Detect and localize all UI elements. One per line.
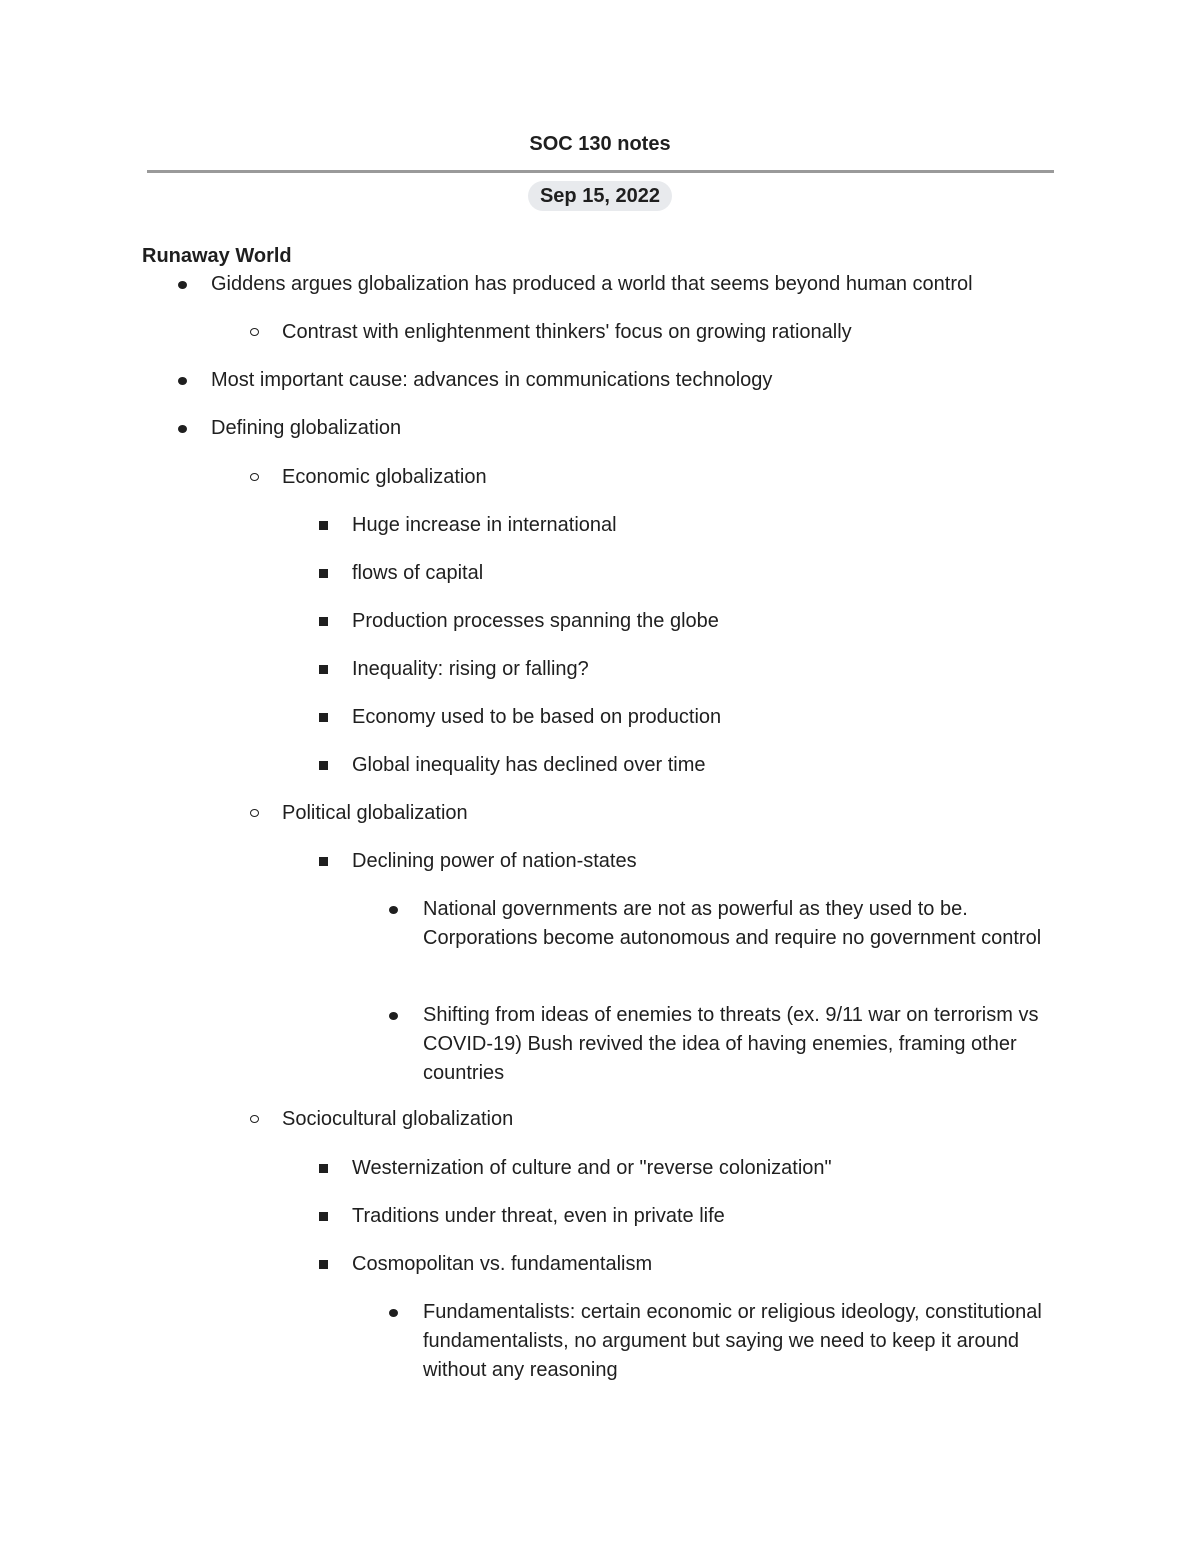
list-item <box>352 1154 1062 1183</box>
list-item <box>282 799 1062 828</box>
list-item <box>282 1105 1062 1134</box>
list-item-text: Political globalization <box>282 802 468 824</box>
list-item-text: flows of capital <box>352 562 484 584</box>
list-item-text: Shifting from ideas of enemies to threats (ex. 9/11 war on terrorism vs COVID-19) Bush revived the idea of having enemies, framing other countries <box>423 1004 1039 1084</box>
list-item-text: Sociocultural globalization <box>282 1108 514 1130</box>
list-item-text: Economic globalization <box>282 466 487 488</box>
bullet-disc-icon <box>178 425 187 433</box>
bullet-square-icon <box>319 761 328 770</box>
bullet-circle-icon <box>250 809 259 817</box>
list-item <box>352 511 1062 540</box>
list-item-text: Cosmopolitan vs. fundamentalism <box>352 1253 653 1275</box>
list-item <box>282 463 1062 492</box>
list-item <box>352 655 1062 684</box>
list-item-text: Giddens argues globalization has produced a world that seems beyond human control <box>211 273 973 295</box>
list-item <box>211 414 1061 443</box>
list-item <box>352 1250 1062 1279</box>
bullet-square-icon <box>319 857 328 866</box>
list-item <box>211 270 1061 299</box>
bullet-disc-icon <box>178 281 187 289</box>
bullet-square-icon <box>319 1260 328 1269</box>
date-chip[interactable]: Sep 15, 2022 <box>528 181 672 211</box>
list-item <box>423 1298 1063 1385</box>
list-item-text: Economy used to be based on production <box>352 706 722 728</box>
list-item-text: Inequality: rising or falling? <box>352 658 589 680</box>
list-item <box>352 607 1062 636</box>
list-item-text: Global inequality has declined over time <box>352 754 706 776</box>
bullet-square-icon <box>319 617 328 626</box>
list-item <box>211 366 1061 395</box>
list-item <box>352 559 1062 588</box>
list-item-text: Traditions under threat, even in private life <box>352 1205 725 1227</box>
bullet-square-icon <box>319 569 328 578</box>
list-item-text: Most important cause: advances in communications technology <box>211 369 773 391</box>
list-item-text: Production processes spanning the globe <box>352 610 719 632</box>
bullet-disc-icon <box>178 377 187 385</box>
list-item-text: Defining globalization <box>211 417 402 439</box>
list-item <box>423 895 1063 953</box>
list-item <box>352 751 1062 780</box>
bullet-disc-icon <box>389 906 398 914</box>
list-item <box>352 703 1062 732</box>
bullet-square-icon <box>319 521 328 530</box>
bullet-square-icon <box>319 665 328 674</box>
list-item-text: Westernization of culture and or "reverse colonization" <box>352 1157 832 1179</box>
bullet-square-icon <box>319 1164 328 1173</box>
bullet-circle-icon <box>250 328 259 336</box>
list-item-text: National governments are not as powerful as they used to be. Corporations become autonomous and require no government control <box>423 898 1042 949</box>
bullet-square-icon <box>319 1212 328 1221</box>
list-item-text: Contrast with enlightenment thinkers' focus on growing rationally <box>282 321 852 343</box>
section-heading: Runaway World <box>142 245 292 267</box>
bullet-disc-icon <box>389 1309 398 1317</box>
document-title: SOC 130 notes <box>529 133 671 155</box>
list-item <box>352 1202 1062 1231</box>
title-divider <box>147 170 1054 173</box>
list-item-text: Declining power of nation-states <box>352 850 637 872</box>
bullet-circle-icon <box>250 1115 259 1123</box>
bullet-square-icon <box>319 713 328 722</box>
list-item <box>282 318 1062 347</box>
list-item-text: Fundamentalists: certain economic or religious ideology, constitutional fundamentalists, no argument but saying we need to keep it around without any reasoning <box>423 1301 1042 1381</box>
list-item-text: Huge increase in international <box>352 514 617 536</box>
bullet-disc-icon <box>389 1012 398 1020</box>
bullet-circle-icon <box>250 473 259 481</box>
list-item <box>423 1001 1063 1088</box>
list-item <box>352 847 1062 876</box>
